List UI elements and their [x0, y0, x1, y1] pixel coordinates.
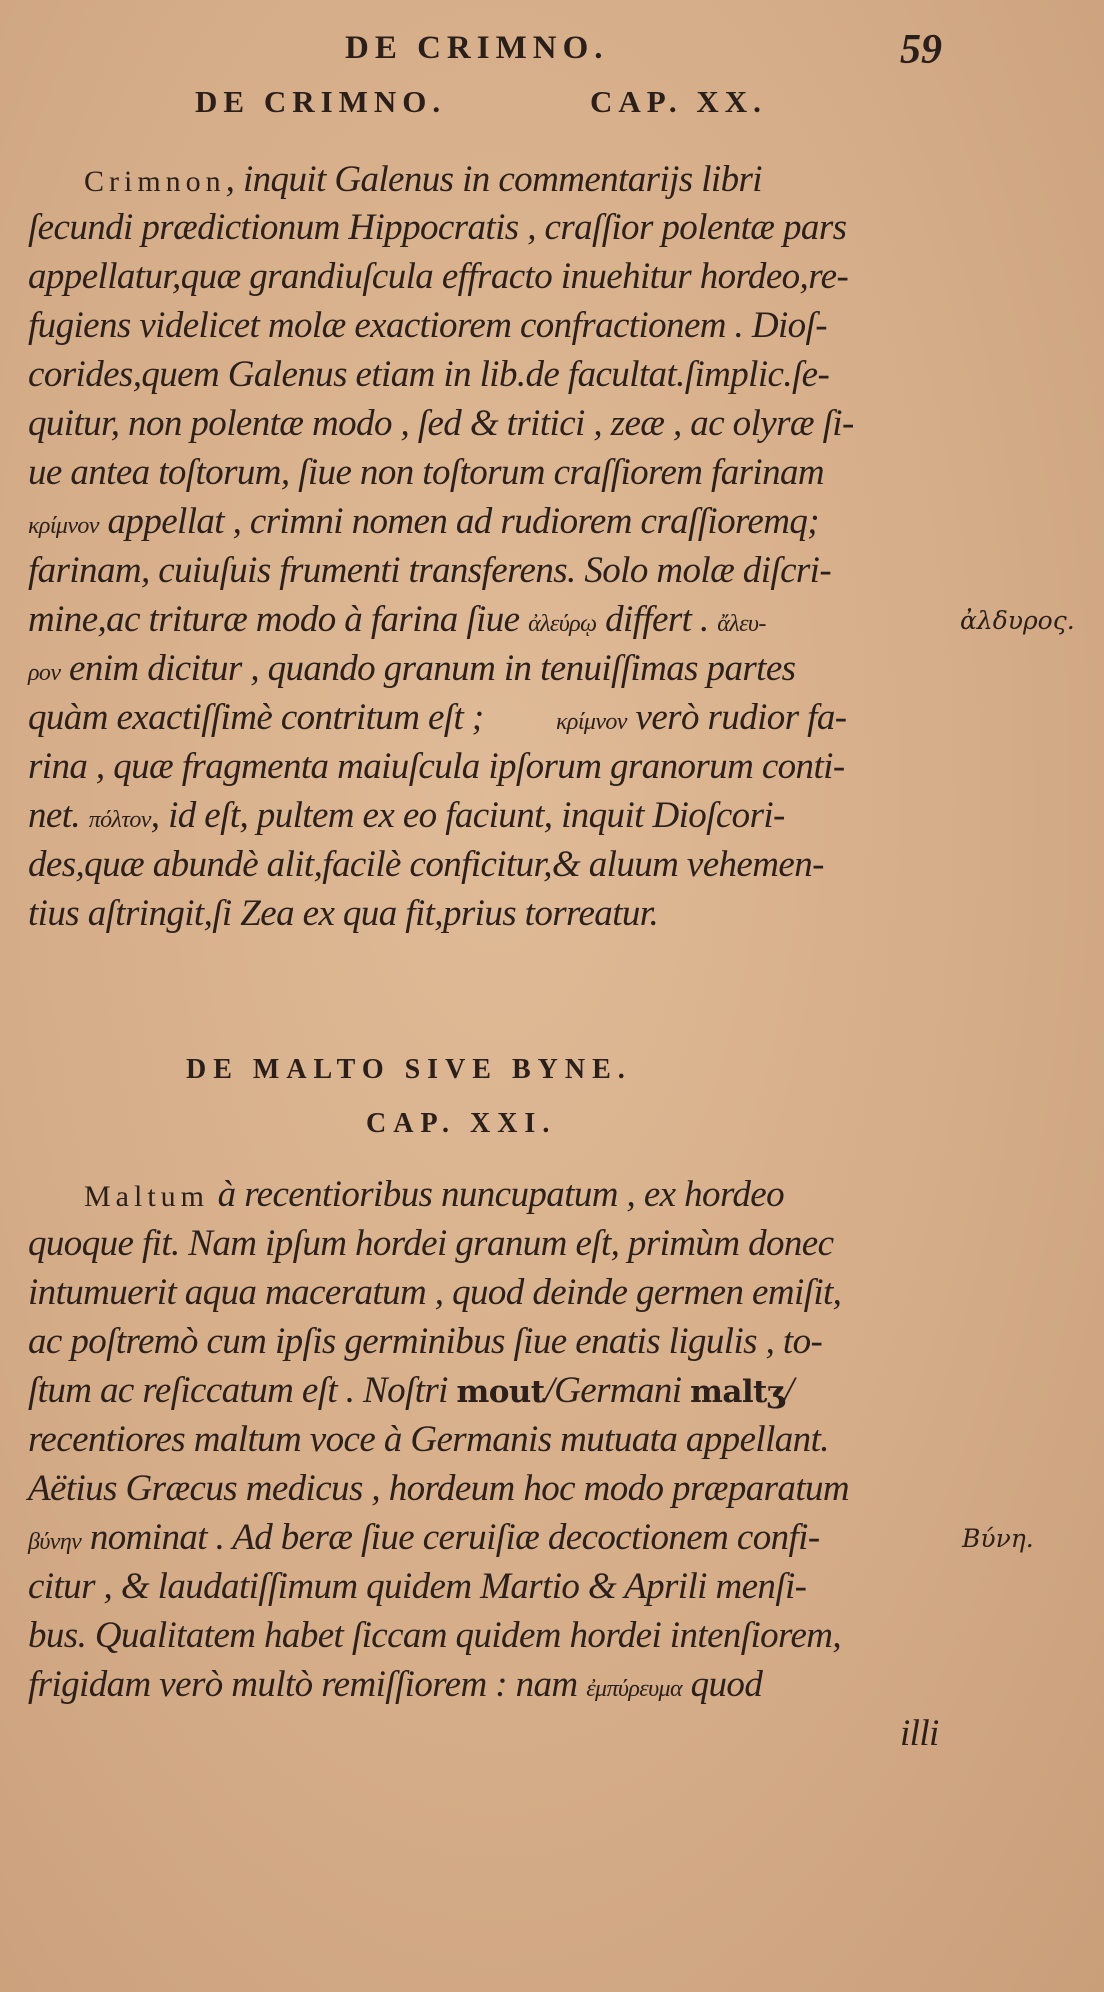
margin-note-ch20: ἀλδυρος. [960, 606, 1075, 635]
greek-emptyreuma: ἐμπύρευμα [586, 1676, 682, 1702]
greek-krimnon-2: κρίμνον [556, 709, 627, 735]
ch20-line-2: ſecundi prædictionum Hippocratis , craſſior polentæ pars [28, 207, 847, 248]
running-head: DE CRIMNO. [345, 30, 609, 66]
greek-aleuron-end: ρον [28, 660, 61, 686]
ch21-line-1: Maltum à recentioribus nuncupatum , ex hordeo [84, 1174, 785, 1215]
ch20-line-11: ρον enim dicitur , quando granum in tenuiſſimas partes [28, 648, 796, 689]
ch20-dropcap: Crimnon [84, 165, 226, 198]
word-maltz: maltʒ [690, 1374, 784, 1410]
ch20-line-13: rina , quæ fragmenta maiuſcula ipſorum granorum conti- [28, 746, 845, 787]
greek-poltos: πόλτον [88, 807, 151, 833]
ch20-line-4: fugiens videlicet molæ exactiorem confractionem . Dioſ- [28, 305, 827, 346]
catchword: illi [900, 1713, 939, 1754]
ch20-line-1: Crimnon, inquit Galenus in commentarijs libri [84, 159, 762, 200]
ch20-line-16: tius aſtringit,ſi Zea ex qua fit,prius torreatur. [28, 893, 659, 934]
ch20-line-7: ue antea toſtorum, ſiue non toſtorum craſſiorem farinam [28, 452, 825, 493]
ch21-line-10: bus. Qualitatem habet ſiccam quidem hordei intenſiorem, [28, 1615, 842, 1656]
chapter-21-title: DE MALTO SIVE BYNE. [186, 1054, 632, 1085]
ch20-line-14: net. πόλτον, id eſt, pultem ex eo faciunt, inquit Dioſcori- [28, 795, 785, 836]
ch21-line-6: recentiores maltum voce à Germanis mutuata appellant. [28, 1419, 829, 1460]
ch21-line-2: quoque fit. Nam ipſum hordei granum eſt, primùm donec [28, 1223, 834, 1264]
ch21-dropcap: Maltum [84, 1180, 209, 1213]
ch20-line-10: mine,ac trituræ modo à farina ſiue ἀλεύρῳ differt . ἄλευ- [28, 599, 766, 640]
greek-bynen: βύνην [28, 1529, 82, 1555]
margin-note-ch21: Βύνη. [962, 1524, 1034, 1553]
chapter-21-number: CAP. XXI. [366, 1108, 557, 1139]
ch21-line-5: ſtum ac reſiccatum eſt . Noſtri mout/Germani maltʒ/ [28, 1370, 794, 1411]
ch20-line-3: appellatur,quæ grandiuſcula effracto inuehitur hordeo,re- [28, 256, 849, 297]
ch21-line-9: citur , & laudatiſſimum quidem Martio & Aprili menſi- [28, 1566, 807, 1607]
ch20-line-12: quàm exactiſſimè contritum eſt ; [28, 697, 484, 738]
chapter-20-title: DE CRIMNO. [195, 84, 447, 119]
ch20-line-8: κρίμνον appellat , crimni nomen ad rudiorem craſſioremq; [28, 501, 819, 542]
ch21-line-4: ac poſtremò cum ipſis germinibus ſiue enatis ligulis , to- [28, 1321, 823, 1362]
ch20-line-12-end: κρίμνον verò rudior fa- [556, 697, 847, 738]
greek-aleuro: ἀλεύρῳ [528, 611, 597, 637]
ch21-line-7: Aëtius Græcus medicus , hordeum hoc modo præparatum [28, 1468, 850, 1509]
ch21-line-8: βύνην nominat . Ad beræ ſiue ceruiſiæ decoctionem confi- [28, 1517, 820, 1558]
chapter-20-number: CAP. XX. [590, 84, 767, 119]
ch20-line-5: corides,quem Galenus etiam in lib.de facultat.ſimplic.ſe- [28, 354, 830, 395]
ch20-line-15: des,quæ abundè alit,facilè conficitur,& aluum vehemen- [28, 844, 824, 885]
greek-krimnon: κρίμνον [28, 513, 99, 539]
word-mout: mout [456, 1374, 545, 1410]
greek-aleuron-start: ἄλευ- [717, 611, 766, 637]
page-number: 59 [900, 27, 942, 73]
ch21-line-3: intumuerit aqua maceratum , quod deinde germen emiſit, [28, 1272, 842, 1313]
ch21-line-11: frigidam verò multò remiſſiorem : nam ἐμπύρευμα quod [28, 1664, 763, 1705]
ch20-line-6: quitur, non polentæ modo , ſed & tritici , zeæ , ac olyræ ſi- [28, 403, 854, 444]
ch20-line-9: farinam, cuiuſuis frumenti transferens. Solo molæ diſcri- [28, 550, 832, 591]
